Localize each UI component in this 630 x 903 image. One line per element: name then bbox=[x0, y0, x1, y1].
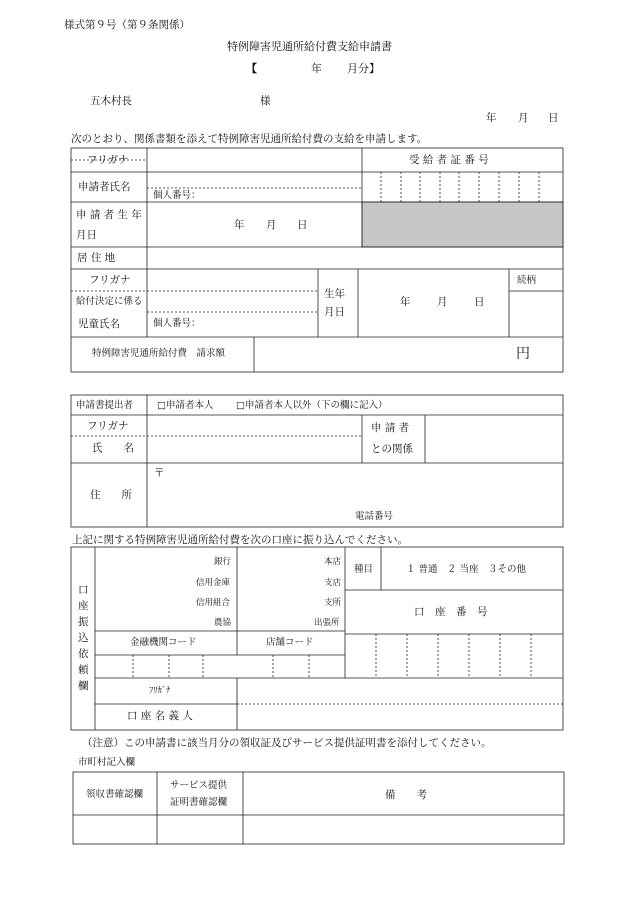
applicant-birth-day: 日 bbox=[297, 219, 308, 231]
month-year: 年 bbox=[311, 62, 322, 75]
bank-side-label-5: 依 bbox=[78, 648, 89, 660]
date-day: 日 bbox=[548, 112, 559, 124]
applicant-personal-no: 個人番号： bbox=[153, 190, 201, 201]
child-birth-label-1: 生年 bbox=[324, 288, 345, 300]
submitter-relation-label-1: 申 請 者 bbox=[371, 422, 410, 434]
applicant-birth-label-1: 申 請 者 生 年 bbox=[76, 209, 142, 221]
holder-furigana-label: ﾌﾘｶﾞﾅ bbox=[149, 686, 171, 696]
child-personal-no: 個人番号： bbox=[153, 318, 201, 329]
submitter-option-self[interactable]: □申請者本人 bbox=[157, 400, 214, 411]
bank-side-label-1: 口 bbox=[78, 584, 89, 596]
intro-text: 次のとおり、関係書類を添えて特例障害児通所給付費の支給を申請します。 bbox=[71, 133, 428, 145]
office-col-service-2: 証明書確認欄 bbox=[170, 797, 228, 808]
branch-type-office: 出張所 bbox=[314, 618, 340, 628]
form-number: 様式第９号（第９条関係） bbox=[64, 19, 190, 31]
account-number-label: 口 座 番 号 bbox=[414, 606, 488, 618]
inst-code-label: 金融機関コード bbox=[130, 637, 197, 648]
addressee-name: 五木村長 bbox=[90, 95, 132, 107]
claim-label: 特例障害児通所給付費 請求額 bbox=[92, 348, 226, 359]
child-label-1: 給付決定に係る bbox=[76, 296, 143, 307]
month-open: 【 bbox=[246, 62, 257, 75]
phone-label: 電話番号 bbox=[355, 511, 394, 522]
note-text: （注意）この申請書に該当月分の領収証及びサービス提供証明書を添付してください。 bbox=[82, 737, 492, 749]
relation-label: 続柄 bbox=[517, 275, 537, 286]
inst-type-bank: 銀行 bbox=[214, 557, 232, 567]
page-title: 特例障害児通所給付費支給申請書 bbox=[227, 40, 392, 53]
submitter-furigana-label: フリガナ bbox=[87, 420, 129, 432]
applicant-furigana-label: フリガナ bbox=[87, 154, 129, 166]
applicant-name-label: 申請者氏名 bbox=[78, 181, 131, 193]
branch-type-branch: 支店 bbox=[324, 578, 342, 588]
branch-code-label: 店舗コード bbox=[266, 637, 314, 648]
bank-side-label-6: 頼 bbox=[78, 664, 89, 676]
inst-type-nokyo: 農協 bbox=[214, 618, 232, 628]
submitter-label: 申請書提出者 bbox=[76, 400, 134, 411]
bank-intro: 上記に関する特例障害児通所給付費を次の口座に振り込んでください。 bbox=[72, 534, 408, 546]
submitter-name-label: 氏 名 bbox=[92, 442, 134, 454]
inst-type-shinkumi: 信用組合 bbox=[196, 598, 231, 608]
child-furigana-label: フリガナ bbox=[89, 274, 131, 286]
holder-name-label: 口 座 名 義 人 bbox=[127, 710, 193, 722]
bank-side-label-3: 振 bbox=[78, 616, 89, 628]
date-month: 月 bbox=[518, 112, 529, 124]
applicant-address-label: 居 住 地 bbox=[77, 252, 116, 264]
postal-mark: 〒 bbox=[154, 467, 165, 479]
month-suffix: 月分】 bbox=[347, 62, 380, 75]
child-birth-month: 月 bbox=[437, 296, 448, 308]
branch-type-sub: 支所 bbox=[324, 598, 342, 608]
office-col-remarks: 備 考 bbox=[385, 789, 427, 801]
bank-side-label-7: 欄 bbox=[78, 680, 89, 692]
branch-type-head: 本店 bbox=[324, 557, 342, 567]
addressee-suffix: 様 bbox=[260, 95, 271, 107]
account-type-label: 種目 bbox=[354, 564, 374, 575]
applicant-birth-month: 月 bbox=[266, 219, 277, 231]
submitter-option-other[interactable]: □申請者本人以外（下の欄に記入） bbox=[236, 400, 388, 411]
claim-unit: 円 bbox=[516, 346, 530, 362]
applicant-birth-label-2: 月日 bbox=[76, 229, 97, 241]
cert-number-label: 受 給 者 証 番 号 bbox=[409, 154, 489, 166]
office-col-receipt: 領収書確認欄 bbox=[86, 789, 144, 800]
child-birth-label-2: 月日 bbox=[324, 306, 345, 318]
bank-side-label-2: 座 bbox=[78, 600, 89, 612]
child-birth-year: 年 bbox=[400, 296, 411, 308]
office-col-service-1: サービス提供 bbox=[170, 780, 228, 791]
date-year: 年 bbox=[486, 112, 497, 124]
submitter-relation-label-2: との関係 bbox=[371, 443, 413, 455]
child-birth-day: 日 bbox=[474, 296, 485, 308]
child-label-2: 児童氏名 bbox=[78, 318, 120, 330]
account-type-options: １ 普通 ２ 当座 ３その他 bbox=[406, 564, 527, 575]
inst-type-shinkin: 信用金庫 bbox=[196, 578, 231, 588]
applicant-birth-year: 年 bbox=[234, 219, 245, 231]
bank-side-label-4: 込 bbox=[78, 632, 89, 644]
office-heading: 市町村記入欄 bbox=[78, 757, 136, 768]
submitter-address-label: 住 所 bbox=[90, 489, 132, 501]
